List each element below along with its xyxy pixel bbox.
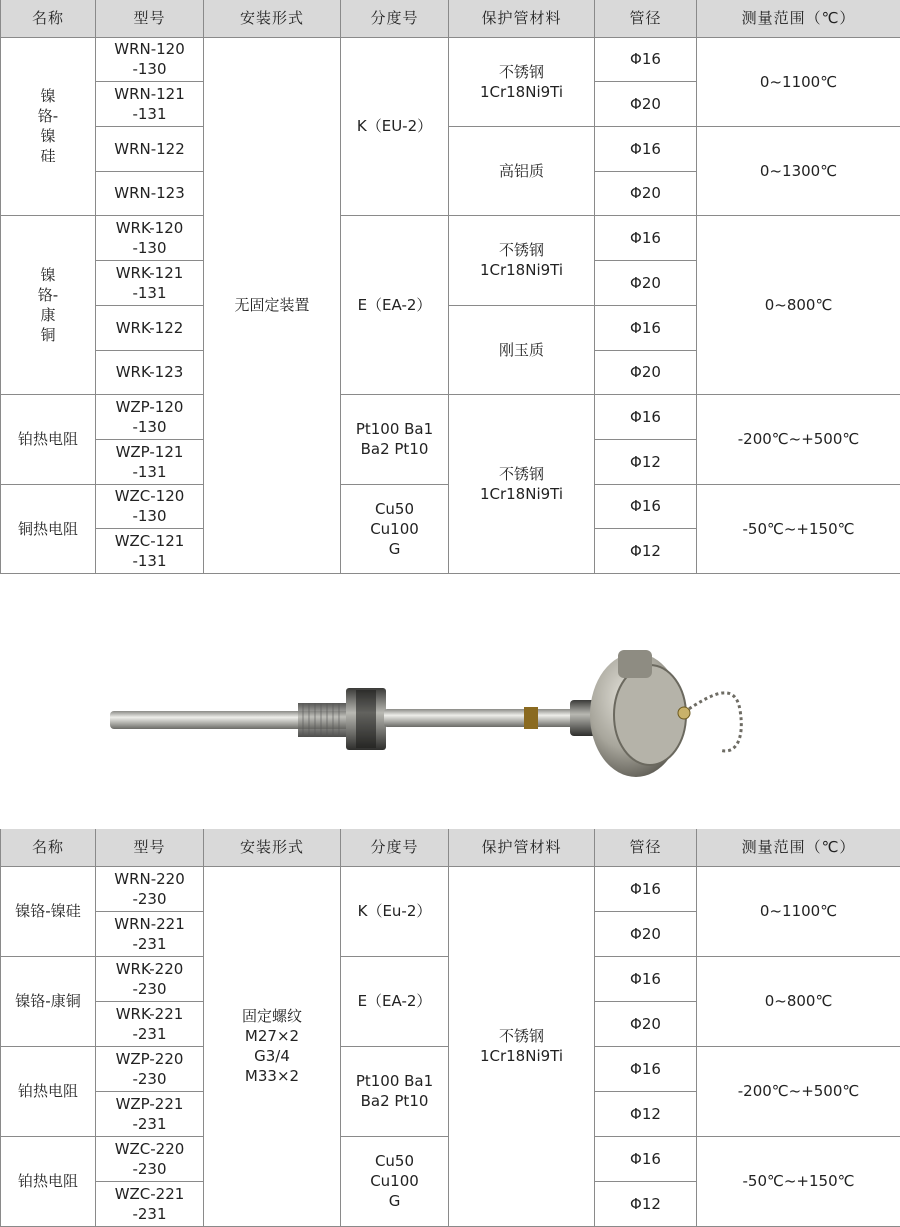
range-cell: 0~1100℃ (697, 866, 900, 956)
model-cell: WZP-121 -131 (96, 439, 204, 484)
diameter-cell: Φ12 (595, 528, 697, 573)
diameter-cell: Φ16 (595, 956, 697, 1001)
range-cell: 0~1100℃ (697, 37, 900, 126)
grading-cell: K（Eu-2） (341, 866, 449, 956)
diameter-cell: Φ20 (595, 171, 697, 215)
diameter-cell: Φ20 (595, 350, 697, 394)
model-cell: WRK-120 -130 (96, 215, 204, 260)
model-cell: WRK-221 -231 (96, 1001, 204, 1046)
col-header-install: 安装形式 (204, 829, 341, 866)
model-cell: WRN-123 (96, 171, 204, 215)
model-cell: WRN-120 -130 (96, 37, 204, 81)
type-name: 镍铬-镍硅 (1, 866, 96, 956)
material-cell: 高铝质 (449, 126, 595, 215)
diameter-cell: Φ16 (595, 1046, 697, 1091)
table-row (1, 126, 900, 171)
range-cell: -200℃~+500℃ (697, 1046, 900, 1136)
model-cell: WZC-221 -231 (96, 1181, 204, 1226)
grading-cell: Cu50 Cu100 G (341, 484, 449, 573)
range-cell: -50℃~+150℃ (697, 1136, 900, 1226)
col-header-range: 测量范围（℃） (697, 0, 900, 37)
model-cell: WRK-220 -230 (96, 956, 204, 1001)
cover-chain (684, 693, 741, 751)
col-header-diameter: 管径 (595, 0, 697, 37)
grading-cell: E（EA-2） (341, 215, 449, 394)
col-header-diameter: 管径 (595, 829, 697, 866)
col-header-name: 名称 (1, 829, 96, 866)
col-header-install: 安装形式 (204, 0, 341, 37)
diameter-cell: Φ16 (595, 866, 697, 911)
model-cell: WRK-123 (96, 350, 204, 394)
spec-table-1 (0, 0, 900, 574)
table-row (1, 37, 900, 81)
diameter-cell: Φ20 (595, 911, 697, 956)
col-header-material: 保护管材料 (449, 829, 595, 866)
type-name: 镍 铬- 镍 硅 (1, 37, 96, 215)
range-cell: -50℃~+150℃ (697, 484, 900, 573)
grading-cell: Pt100 Ba1 Ba2 Pt10 (341, 1046, 449, 1136)
type-name: 铂热电阻 (1, 1046, 96, 1136)
model-cell: WRN-122 (96, 126, 204, 171)
col-header-material: 保护管材料 (449, 0, 595, 37)
model-cell: WRN-121 -131 (96, 81, 204, 126)
material-cell: 不锈钢 1Cr18Ni9Ti (449, 215, 595, 305)
model-cell: WZP-120 -130 (96, 394, 204, 439)
material-cell: 不锈钢 1Cr18Ni9Ti (449, 37, 595, 126)
type-name: 铂热电阻 (1, 1136, 96, 1226)
diameter-cell: Φ12 (595, 1181, 697, 1226)
thermocouple-product-photo (0, 600, 900, 800)
grading-cell: Cu50 Cu100 G (341, 1136, 449, 1226)
model-cell: WZC-220 -230 (96, 1136, 204, 1181)
junction-head-cover (614, 665, 686, 765)
diameter-cell: Φ20 (595, 260, 697, 305)
col-header-grading: 分度号 (341, 829, 449, 866)
model-cell: WZC-120 -130 (96, 484, 204, 528)
diameter-cell: Φ12 (595, 439, 697, 484)
diameter-cell: Φ12 (595, 1091, 697, 1136)
model-cell: WRK-122 (96, 305, 204, 350)
head-lug (618, 650, 652, 678)
range-cell: 0~800℃ (697, 215, 900, 394)
table-row (1, 394, 900, 439)
table-row (1, 215, 900, 260)
col-header-grading: 分度号 (341, 0, 449, 37)
table-header-row (1, 829, 900, 866)
range-cell: 0~1300℃ (697, 126, 900, 215)
model-cell: WZP-220 -230 (96, 1046, 204, 1091)
model-cell: WRN-220 -230 (96, 866, 204, 911)
col-header-name: 名称 (1, 0, 96, 37)
grading-cell: E（EA-2） (341, 956, 449, 1046)
diameter-cell: Φ16 (595, 126, 697, 171)
spec-table-2 (0, 829, 900, 1227)
grading-cell: K（EU-2） (341, 37, 449, 215)
material-cell: 刚玉质 (449, 305, 595, 394)
chain-screw (678, 707, 690, 719)
diameter-cell: Φ20 (595, 81, 697, 126)
diameter-cell: Φ16 (595, 1136, 697, 1181)
range-cell: 0~800℃ (697, 956, 900, 1046)
col-header-range: 测量范围（℃） (697, 829, 900, 866)
diameter-cell: Φ16 (595, 37, 697, 81)
diameter-cell: Φ16 (595, 484, 697, 528)
diameter-cell: Φ16 (595, 215, 697, 260)
table-header-row (1, 0, 900, 37)
model-cell: WZP-221 -231 (96, 1091, 204, 1136)
model-cell: WRK-121 -131 (96, 260, 204, 305)
col-header-model: 型号 (96, 0, 204, 37)
diameter-cell: Φ16 (595, 305, 697, 350)
type-name: 铜热电阻 (1, 484, 96, 573)
install-type: 无固定装置 (204, 37, 341, 573)
probe-thread (298, 703, 350, 737)
type-name: 铂热电阻 (1, 394, 96, 484)
material-cell: 不锈钢 1Cr18Ni9Ti (449, 394, 595, 573)
diameter-cell: Φ20 (595, 1001, 697, 1046)
type-name: 镍 铬- 康 铜 (1, 215, 96, 394)
range-cell: -200℃~+500℃ (697, 394, 900, 484)
model-cell: WZC-121 -131 (96, 528, 204, 573)
table-row (1, 866, 900, 911)
install-type: 固定螺纹 M27×2 G3/4 M33×2 (204, 866, 341, 1226)
diameter-cell: Φ16 (595, 394, 697, 439)
probe-rod-upper (384, 709, 584, 727)
rod-label (524, 707, 538, 729)
type-name: 镍铬-康铜 (1, 956, 96, 1046)
col-header-model: 型号 (96, 829, 204, 866)
grading-cell: Pt100 Ba1 Ba2 Pt10 (341, 394, 449, 484)
model-cell: WRN-221 -231 (96, 911, 204, 956)
material-cell: 不锈钢 1Cr18Ni9Ti (449, 866, 595, 1226)
hex-nut-face (356, 690, 376, 748)
